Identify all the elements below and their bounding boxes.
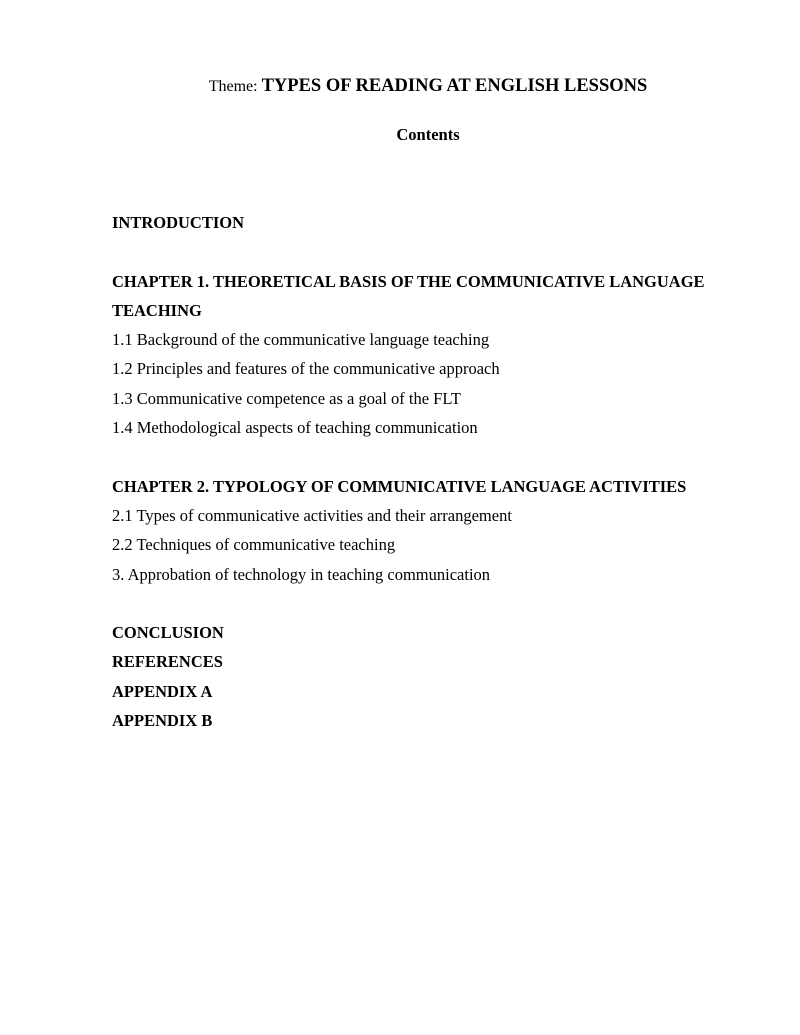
toc-item-1-2: 1.2 Principles and features of the communicative approach xyxy=(112,359,500,379)
toc-appendix-a: APPENDIX A xyxy=(112,681,213,701)
toc-chapter-1-title: CHAPTER 1. THEORETICAL BASIS OF THE COMMUNICATIVE LANGUAGE TEACHING xyxy=(112,271,705,320)
toc-item-2-2: 2.2 Techniques of communicative teaching xyxy=(112,535,396,555)
toc-item-1-3: 1.3 Communicative competence as a goal of the FLT xyxy=(112,388,462,408)
spacer xyxy=(112,237,742,266)
spacer xyxy=(112,589,742,618)
toc-item-1-4: 1.4 Methodological aspects of teaching communication xyxy=(112,418,478,438)
theme-prefix: Theme: xyxy=(208,78,258,95)
theme-line xyxy=(0,72,800,101)
toc-item-3: 3. Approbation of technology in teaching communication xyxy=(112,564,491,584)
toc-appendix-b: APPENDIX B xyxy=(112,711,213,731)
theme-title: TYPES OF READING AT ENGLISH LESSONS xyxy=(261,76,648,96)
toc-chapter-2-title: CHAPTER 2. TYPOLOGY OF COMMUNICATIVE LANGUAGE ACTIVITIES xyxy=(112,476,687,496)
toc-references: REFERENCES xyxy=(112,652,223,672)
table-of-contents xyxy=(112,208,742,735)
toc-conclusion: CONCLUSION xyxy=(112,623,224,643)
toc-item-1-1: 1.1 Background of the communicative language teaching xyxy=(112,330,490,350)
toc-item-2-1: 2.1 Types of communicative activities and their arrangement xyxy=(112,505,512,525)
contents-heading: Contents xyxy=(396,125,460,144)
toc-introduction: INTRODUCTION xyxy=(112,213,245,232)
spacer xyxy=(112,442,742,471)
